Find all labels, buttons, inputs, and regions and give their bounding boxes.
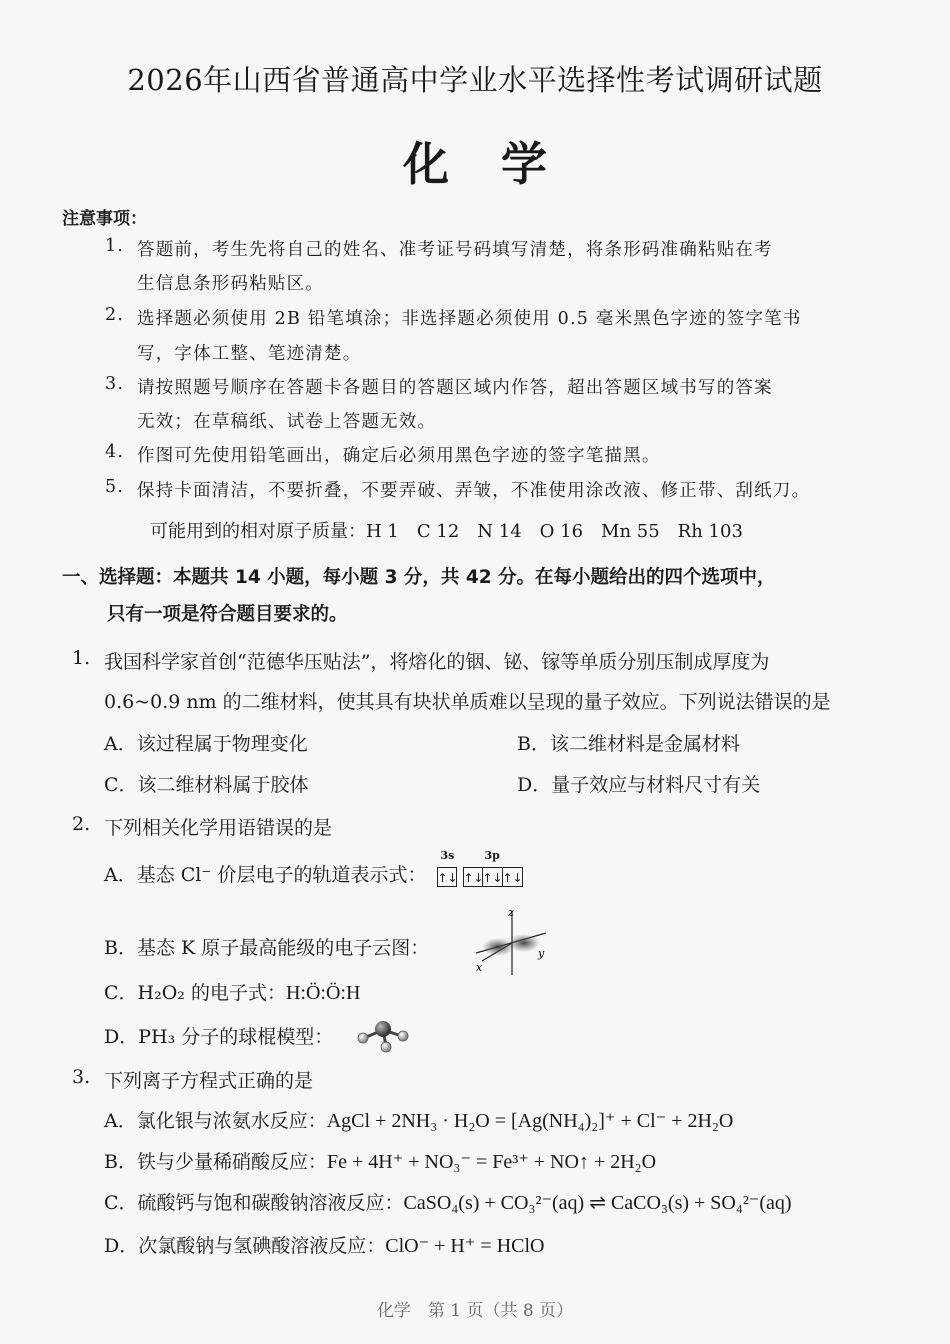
equation: Fe + 4H⁺ + NO₃⁻ = Fe³⁺ + NO↑ + 2H₂O xyxy=(326,1151,657,1173)
notice-item-number: 2. xyxy=(105,305,125,325)
y-axis-label: y xyxy=(538,947,545,960)
notice-item-number: 1. xyxy=(105,236,125,256)
section-heading-cont: 只有一项是符合题目要求的。 xyxy=(107,604,348,625)
option-d-text: D．次氯酸钠与氢碘酸溶液反应： xyxy=(104,1235,386,1257)
orbital-3s-label: 3s xyxy=(440,849,455,862)
option-b[interactable] xyxy=(104,1147,656,1174)
question-number: 2. xyxy=(72,813,91,835)
notice-item-text: 请按照题号顺序在答题卡各题目的答题区域内作答，超出答题区域书写的答案 xyxy=(137,378,773,398)
notice-item-text: 写，字体工整、笔迹清楚。 xyxy=(137,344,362,364)
equation: CaSO₄(s) + CO₃²⁻(aq) ⇌ CaCO₃(s) + SO₄²⁻(aq) xyxy=(403,1192,792,1214)
option-a-text: A．基态 Cl⁻ 价层电子的轨道表示式： xyxy=(104,864,427,886)
notice-item-text: 作图可先使用铅笔画出，确定后必须用黑色字迹的签字笔描黑。 xyxy=(137,446,661,466)
option-a[interactable]: A．该过程属于物理变化 xyxy=(104,733,308,755)
option-a-text: A．氯化银与浓氨水反应： xyxy=(104,1110,327,1132)
electron-cloud-lobe xyxy=(508,934,540,952)
electron-cloud-diagram xyxy=(468,905,558,977)
orbital-3p-label: 3p xyxy=(484,849,500,862)
subject-title: 化学 xyxy=(403,137,599,191)
exam-title: 2026年山西省普通高中学业水平选择性考试调研试题 xyxy=(127,63,823,97)
equation: ClO⁻ + H⁺ = HClO xyxy=(385,1235,545,1257)
notice-item-text: 选择题必须使用 2B 铅笔填涂；非选择题必须使用 0.5 毫米黑色字迹的签字笔书 xyxy=(137,309,802,329)
notice-heading: 注意事项： xyxy=(62,209,147,229)
section-heading: 一、选择题：本题共 14 小题，每小题 3 分，共 42 分。在每小题给出的四个选项中， xyxy=(62,567,776,588)
atomic-mass-line: 可能用到的相对原子质量：H 1 C 12 N 14 O 16 Mn 55 Rh 103 xyxy=(150,521,743,542)
option-b-text: B．铁与少量稀硝酸反应： xyxy=(104,1151,327,1173)
notice-item-text: 无效；在草稿纸、试卷上答题无效。 xyxy=(137,412,437,432)
notice-item-number: 4. xyxy=(105,442,125,462)
question-stem: 我国科学家首创“范德华压贴法”，将熔化的铟、铋、镓等单质分别压制成厚度为 xyxy=(104,651,770,673)
question-stem: 下列相关化学用语错误的是 xyxy=(104,817,333,839)
option-d[interactable] xyxy=(104,1022,333,1049)
notice-item-text: 答题前，考生先将自己的姓名、准考证号码填写清楚，将条形码准确粘贴在考 xyxy=(137,240,773,260)
orbital-box-3s: ↑↓ xyxy=(437,867,457,887)
ball-stick-model xyxy=(354,1016,414,1056)
electron-formula: H:Ö:Ö:H xyxy=(285,982,361,1004)
option-b-text: B．基态 K 原子最高能级的电子云图： xyxy=(104,937,430,959)
option-a[interactable] xyxy=(104,849,523,887)
orbital-box-3p: ↑↓ xyxy=(463,867,483,887)
notice-item-number: 3. xyxy=(105,374,125,394)
option-c-text: C．H₂O₂ 的电子式： xyxy=(104,982,286,1004)
page-footer: 化学 第 1 页（共 8 页） xyxy=(376,1301,574,1321)
orbital-box-3p: ↑↓ xyxy=(503,867,523,887)
notice-item-number: 5. xyxy=(105,477,125,497)
option-b[interactable]: B．该二维材料是金属材料 xyxy=(517,733,740,755)
question-number: 1. xyxy=(72,647,91,669)
option-d-text: D．PH₃ 分子的球棍模型： xyxy=(104,1026,334,1048)
orbital-diagram xyxy=(437,849,523,887)
orbital-box-3p: ↑↓ xyxy=(483,867,503,887)
hydrogen-atom xyxy=(398,1031,408,1041)
question-stem: 0.6~0.9 nm 的二维材料，使其具有块状单质难以呈现的量子效应。下列说法错误的是 xyxy=(104,691,831,713)
equation: AgCl + 2NH₃ · H₂O = [Ag(NH₄)₂]⁺ + Cl⁻ + 2H₂O xyxy=(326,1110,734,1132)
option-c[interactable]: C．该二维材料属于胶体 xyxy=(104,774,309,796)
question-number: 3. xyxy=(72,1066,91,1088)
phosphorus-atom xyxy=(375,1021,391,1037)
option-c[interactable] xyxy=(104,1188,792,1215)
option-d[interactable]: D．量子效应与材料尺寸有关 xyxy=(517,774,761,796)
hydrogen-atom xyxy=(381,1042,391,1052)
notice-item-text: 生信息条形码粘贴区。 xyxy=(137,274,324,294)
question-stem: 下列离子方程式正确的是 xyxy=(104,1070,314,1092)
option-d[interactable] xyxy=(104,1231,544,1258)
option-c-text: C．硫酸钙与饱和碳酸钠溶液反应： xyxy=(104,1192,404,1214)
notice-item-text: 保持卡面清洁，不要折叠，不要弄破、弄皱，不准使用涂改液、修正带、刮纸刀。 xyxy=(137,481,811,501)
option-c[interactable] xyxy=(104,978,360,1005)
option-a[interactable] xyxy=(104,1106,733,1133)
z-axis-label: z xyxy=(508,906,514,919)
hydrogen-atom xyxy=(358,1033,368,1043)
option-b[interactable] xyxy=(104,933,429,960)
x-axis-label: x xyxy=(476,961,483,974)
